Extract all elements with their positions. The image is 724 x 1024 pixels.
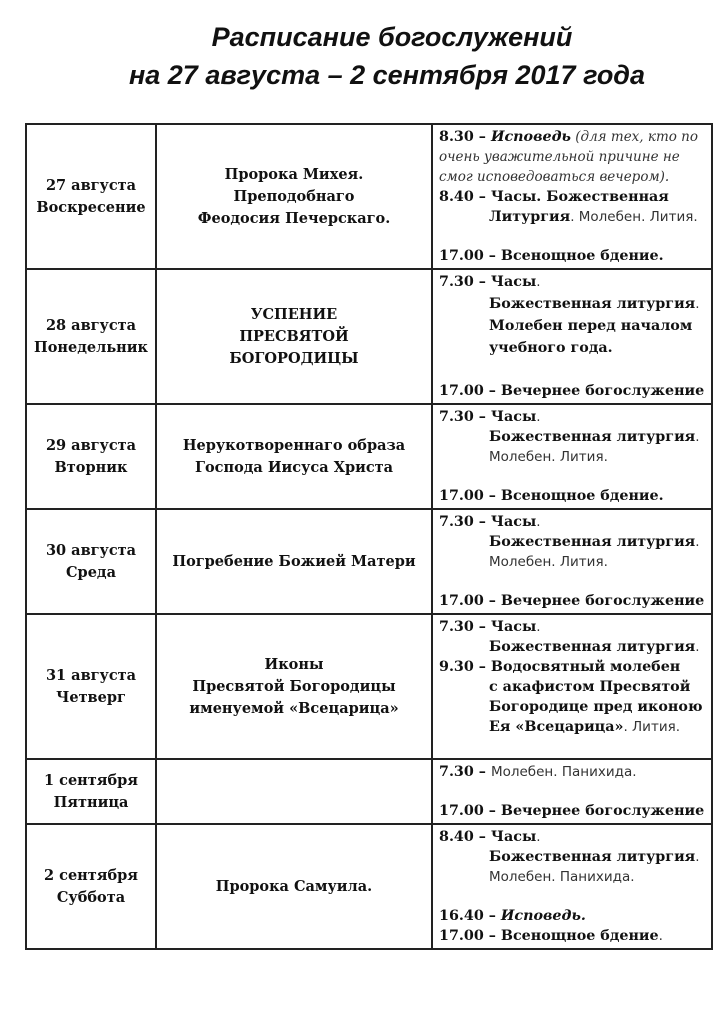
services-cell xyxy=(432,124,712,269)
date-date: 29 августа xyxy=(45,436,137,454)
service-text: смог исповедоваться вечером). xyxy=(439,169,670,185)
title-line-1: Расписание богослужений xyxy=(211,22,573,52)
service-text: . xyxy=(695,534,700,550)
service-text: 8.30 – xyxy=(439,129,491,145)
feast-line: Пресвятой Богородицы xyxy=(192,677,396,695)
service-line xyxy=(439,801,707,821)
feast-line: Феодосия Печерскаго. xyxy=(197,209,391,227)
service-text: 17.00 – Вечернее богослужение xyxy=(439,593,705,609)
service-text: 8.40 – Часы xyxy=(439,829,537,845)
service-text: 17.00 – Вечернее богослужение xyxy=(439,383,705,399)
feast-line: Пророка Самуила. xyxy=(215,877,373,895)
services-list xyxy=(433,760,711,823)
service-line xyxy=(439,207,707,227)
services-cell xyxy=(432,824,712,949)
date-day: Четверг xyxy=(56,688,126,706)
service-line xyxy=(439,657,707,677)
date-day: Понедельник xyxy=(34,338,148,356)
schedule-table xyxy=(25,123,713,950)
service-line xyxy=(439,147,707,167)
service-line xyxy=(439,360,707,379)
feast-cell xyxy=(156,124,432,269)
service-text: Молебен. Панихида. xyxy=(490,764,637,780)
table-row xyxy=(26,509,712,614)
service-text: 17.00 – Всенощное бдение xyxy=(439,928,659,944)
service-text: . xyxy=(658,928,663,944)
service-line xyxy=(439,847,707,867)
service-line xyxy=(439,552,707,572)
service-line xyxy=(439,737,707,756)
service-line xyxy=(439,717,707,737)
service-line xyxy=(439,827,707,847)
service-text: (для тех, кто по xyxy=(570,129,698,145)
service-text: . xyxy=(536,619,541,635)
service-line xyxy=(439,906,707,926)
service-text: . xyxy=(695,849,700,865)
date-day: Пятница xyxy=(53,793,129,811)
service-text: . Лития. xyxy=(623,719,681,735)
service-text: . xyxy=(695,639,700,655)
date-day: Среда xyxy=(66,563,116,581)
service-text: Литургия xyxy=(489,209,571,225)
date-date: 28 августа xyxy=(45,316,137,334)
service-line xyxy=(439,316,707,336)
feast-line: именуемой «Всецарица» xyxy=(189,699,399,717)
service-text: . xyxy=(536,274,541,290)
service-line xyxy=(439,427,707,447)
services-list xyxy=(433,125,711,268)
service-line xyxy=(439,407,707,427)
service-text: Ея «Всецарица» xyxy=(489,719,624,735)
date-cell xyxy=(26,269,156,404)
services-cell xyxy=(432,614,712,759)
services-cell xyxy=(432,759,712,824)
date-day: Воскресение xyxy=(36,198,146,216)
service-text: 7.30 – Часы xyxy=(439,619,537,635)
service-line xyxy=(439,617,707,637)
feast-cell xyxy=(156,824,432,949)
service-text: 9.30 – Водосвятный молебен xyxy=(439,659,681,675)
feast-line: БОГОРОДИЦЫ xyxy=(229,349,359,367)
service-line xyxy=(439,486,707,506)
table-row xyxy=(26,269,712,404)
feast-line: Иконы xyxy=(264,655,324,673)
service-line xyxy=(439,127,707,147)
service-text: очень уважительной причине не xyxy=(439,149,680,165)
service-text: с акафистом Пресвятой xyxy=(489,679,691,695)
feast-cell xyxy=(156,404,432,509)
service-text: . xyxy=(536,514,541,530)
services-cell xyxy=(432,404,712,509)
service-line xyxy=(439,294,707,314)
service-line xyxy=(439,926,707,946)
service-line xyxy=(439,887,707,906)
service-text: Молебен. Лития. xyxy=(489,554,608,570)
service-text: Молебен перед началом xyxy=(489,318,693,334)
service-text: 17.00 – Вечернее богослужение xyxy=(439,803,705,819)
service-line xyxy=(439,867,707,887)
table-row xyxy=(26,614,712,759)
service-line xyxy=(439,167,707,187)
service-text: . Молебен. Лития. xyxy=(570,209,698,225)
service-line xyxy=(439,677,707,697)
feast-line: Пророка Михея. xyxy=(224,165,364,183)
service-text: Молебен. Панихида. xyxy=(489,869,635,885)
service-line xyxy=(439,782,707,801)
service-text: . xyxy=(695,429,700,445)
date-date: 31 августа xyxy=(45,666,137,684)
service-text: . xyxy=(695,296,700,312)
service-text: Божественная литургия xyxy=(489,429,696,445)
service-line xyxy=(439,381,707,401)
service-text: 7.30 – Часы xyxy=(439,274,537,290)
feast-line: Погребение Божией Матери xyxy=(172,552,416,570)
feast-cell xyxy=(156,509,432,614)
service-text: . xyxy=(536,409,541,425)
service-text: 7.30 – xyxy=(439,764,491,780)
date-cell xyxy=(26,614,156,759)
feast-cell xyxy=(156,614,432,759)
service-line xyxy=(439,187,707,207)
service-text: 7.30 – Часы xyxy=(439,514,537,530)
services-list xyxy=(433,510,711,613)
services-list xyxy=(433,825,711,948)
service-text: 8.40 – Часы. Божественная xyxy=(439,189,669,205)
service-line xyxy=(439,532,707,552)
service-text: 17.00 – Всенощное бдение. xyxy=(439,488,664,504)
service-line xyxy=(439,447,707,467)
feast-line: УСПЕНИЕ xyxy=(250,305,338,323)
service-text: учебного года. xyxy=(489,340,613,356)
feast-line: Господа Иисуса Христа xyxy=(194,458,394,476)
service-line xyxy=(439,338,707,358)
service-text: Исповедь xyxy=(490,129,571,145)
services-list xyxy=(433,615,711,758)
service-text: Божественная литургия xyxy=(489,534,696,550)
service-text: 7.30 – Часы xyxy=(439,409,537,425)
service-text: . xyxy=(536,829,541,845)
service-text: Божественная литургия xyxy=(489,296,696,312)
feast-line: Нерукотвореннаго образа xyxy=(182,436,406,454)
date-cell xyxy=(26,404,156,509)
date-cell xyxy=(26,824,156,949)
service-text: Божественная литургия xyxy=(489,639,696,655)
date-cell xyxy=(26,509,156,614)
services-list xyxy=(433,405,711,508)
date-cell xyxy=(26,759,156,824)
service-line xyxy=(439,637,707,657)
feast-line: ПРЕСВЯТОЙ xyxy=(239,327,349,345)
date-cell xyxy=(26,124,156,269)
feast-cell xyxy=(156,269,432,404)
service-line xyxy=(439,697,707,717)
date-date: 30 августа xyxy=(45,541,137,559)
service-text: Исповедь. xyxy=(500,908,586,924)
feast-line: Преподобнаго xyxy=(233,187,355,205)
service-text: 17.00 – Всенощное бдение. xyxy=(439,248,664,264)
table-row xyxy=(26,759,712,824)
service-line xyxy=(439,762,707,782)
service-line xyxy=(439,467,707,486)
date-date: 1 сентября xyxy=(43,771,139,789)
service-text: 16.40 – xyxy=(439,908,501,924)
service-line xyxy=(439,246,707,266)
services-cell xyxy=(432,269,712,404)
service-line xyxy=(439,591,707,611)
service-text: Молебен. Лития. xyxy=(489,449,608,465)
service-line xyxy=(439,227,707,246)
date-day: Вторник xyxy=(54,458,128,476)
services-cell xyxy=(432,509,712,614)
table-row xyxy=(26,124,712,269)
feast-cell xyxy=(156,759,432,824)
date-day: Суббота xyxy=(56,888,126,906)
service-line xyxy=(439,272,707,292)
services-list xyxy=(433,270,711,403)
date-date: 27 августа xyxy=(45,176,137,194)
service-text: Богородице пред иконою xyxy=(489,699,703,715)
service-text: Божественная литургия xyxy=(489,849,696,865)
service-line xyxy=(439,572,707,591)
service-line xyxy=(439,512,707,532)
title-line-2: на 27 августа – 2 сентября 2017 года xyxy=(128,60,646,90)
table-row xyxy=(26,824,712,949)
table-row xyxy=(26,404,712,509)
date-date: 2 сентября xyxy=(43,866,139,884)
